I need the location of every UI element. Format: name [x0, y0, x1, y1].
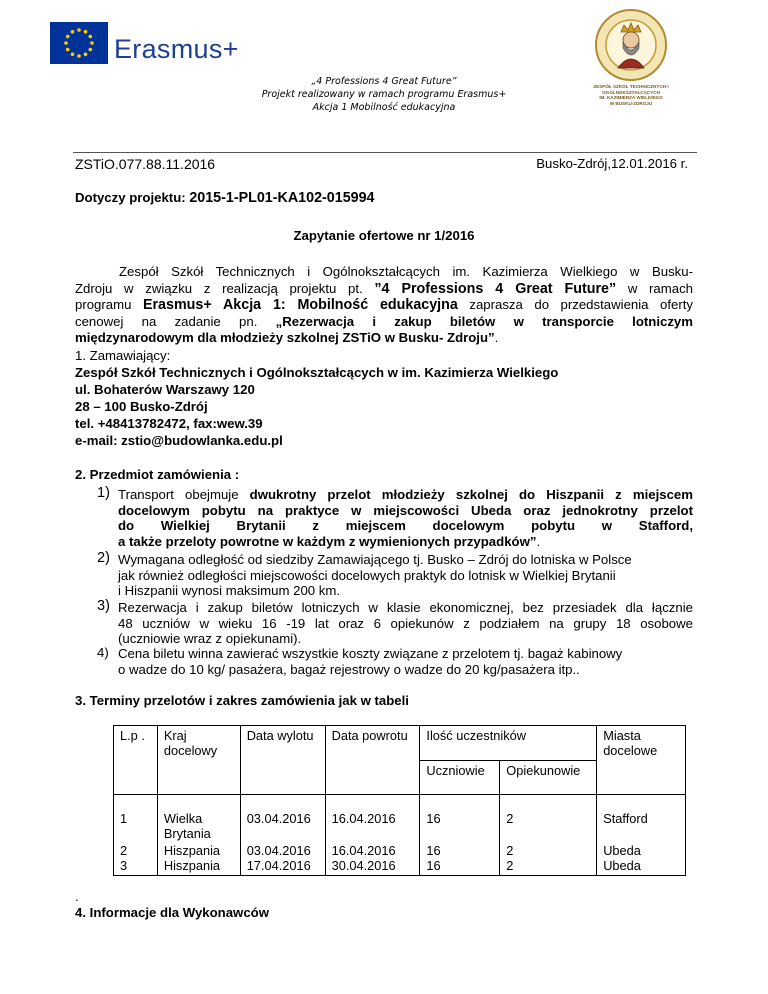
document-title: Zapytanie ofertowe nr 1/2016 — [293, 228, 475, 243]
subject-heading: 2. Przedmiot zamówienia : — [75, 467, 240, 482]
header-uczniowie: Uczniowie — [420, 761, 500, 795]
eu-flag-logo — [50, 22, 108, 64]
buyer-phone: tel. +48413782472, fax:wew.39 — [75, 416, 263, 431]
list-item — [118, 552, 693, 599]
crest-caption-line: IM. KAZIMIERZA WIELKIEGO — [599, 95, 663, 100]
cell-miasto: Ubeda — [597, 858, 686, 876]
cell-lp: 3 — [114, 858, 158, 876]
list-line: i Hiszpanii wynosi maksimum 200 km. — [118, 583, 341, 599]
cell-miasto: Ubeda — [597, 843, 686, 858]
list-number: 4) — [97, 645, 109, 660]
header-divider — [73, 152, 697, 153]
intro-line: Zespół Szkół Technicznych i Ogólnokształcących im. Kazimierza Wielkiego w Busku- — [119, 264, 693, 279]
buyer-street: ul. Bohaterów Warszawy 120 — [75, 382, 255, 397]
subtitle-line: „4 Professions 4 Great Future” — [311, 76, 457, 87]
list-line: do Wielkiej Brytanii z miejscem docelowym pobytu w Stafford, — [118, 518, 693, 534]
cell-miasto: Stafford — [597, 795, 686, 844]
cell-opiekunowie: 2 — [500, 795, 597, 844]
list-line: docelowym pobytu na praktyce w miejscowości Ubeda oraz jednokrotny przelot — [118, 502, 693, 518]
buyer-heading: 1. Zamawiający: — [75, 348, 171, 363]
table-row — [114, 858, 686, 876]
cell-powrot: 16.04.2016 — [325, 843, 420, 858]
project-number: 2015-1-PL01-KA102-015994 — [189, 190, 375, 206]
cell-kraj: Wielka Brytania — [157, 795, 240, 844]
list-line: Rezerwacja i zakup biletów lotniczych w klasie ekonomicznej, bez przesiadek dla łącznie — [118, 600, 693, 615]
cell-opiekunowie: 2 — [500, 858, 597, 876]
list-line: o wadze do 10 kg/ pasażera, bagaż rejestrowy o wadze do 20 kg/pasażera itp.. — [118, 661, 580, 677]
intro-text: cenowej na zadanie pn. — [75, 313, 276, 329]
flights-table — [113, 725, 686, 876]
cell-lp: 1 — [114, 795, 158, 844]
reference-number: ZSTiO.077.88.11.2016 — [75, 156, 216, 172]
list-line: 48 uczniów w wieku 16 -19 lat oraz 6 opiekunów z podziałem na grupy 18 osobowe — [118, 615, 693, 631]
list-text-bold: a także przeloty powrotne w każdym z wymienionych przypadków” — [118, 534, 537, 550]
header-kraj: Kraj docelowy — [157, 726, 240, 795]
list-text-bold: dwukrotny przelot młodzieży szkolnej do Hiszpanii z miejscem — [249, 487, 693, 502]
table-header-row — [114, 726, 686, 761]
school-crest-logo — [594, 8, 668, 82]
cell-kraj: Hiszpania — [157, 843, 240, 858]
list-number: 1) — [97, 485, 110, 501]
list-line: Cena biletu winna zawierać wszystkie koszty związane z przelotem tj. bagaż kabinowy — [118, 646, 623, 661]
intro-line — [75, 330, 693, 347]
header-ilosc: Ilość uczestników — [420, 726, 597, 761]
cell-kraj: Hiszpania — [157, 858, 240, 876]
project-label: Dotyczy projektu: — [75, 190, 190, 205]
subtitle-line: Akcja 1 Mobilność edukacyjna — [312, 102, 456, 113]
buyer-city: 28 – 100 Busko-Zdrój — [75, 399, 208, 414]
list-line: (uczniowie wraz z opiekunami). — [118, 631, 302, 647]
cell-wylot: 17.04.2016 — [240, 858, 325, 876]
cell-uczniowie: 16 — [420, 843, 500, 858]
list-text: Transport obejmuje — [118, 487, 250, 502]
list-line: Wymagana odległość od siedziby Zamawiającego tj. Busko – Zdrój do lotniska w Polsce — [118, 552, 632, 567]
header-data-powrotu: Data powrotu — [325, 726, 420, 795]
cell-wylot: 03.04.2016 — [240, 843, 325, 858]
cell-opiekunowie: 2 — [500, 843, 597, 858]
header-lp: L.p . — [114, 726, 158, 795]
task-name-cont: międzynarodowym dla młodzieży szkolnej ZSTiO w Busku- Zdroju” — [75, 330, 495, 345]
crest-caption-line: W BUSKU-ZDROJU — [609, 100, 653, 106]
list-number: 3) — [97, 598, 110, 614]
cell-powrot: 16.04.2016 — [325, 795, 420, 844]
buyer-section — [75, 347, 693, 449]
intro-text: zaprasza do przedstawienia oferty — [457, 297, 693, 312]
list-line — [118, 487, 693, 503]
intro-text: programu — [75, 297, 143, 312]
intro-text: . — [494, 330, 499, 345]
cell-lp: 2 — [114, 843, 158, 858]
intro-paragraph — [75, 264, 693, 347]
program-name: Erasmus+ Akcja 1: Mobilność edukacyjna — [142, 297, 458, 313]
cell-powrot: 30.04.2016 — [325, 858, 420, 876]
intro-line — [75, 314, 693, 331]
intro-text: w ramach — [616, 280, 693, 296]
list-item — [118, 487, 693, 550]
project-subtitle — [0, 75, 768, 114]
project-line — [75, 190, 375, 206]
buyer-email: e-mail: zstio@budowlanka.edu.pl — [75, 433, 283, 448]
subtitle-line: Projekt realizowany w ramach programu Erasmus+ — [261, 89, 507, 100]
terms-heading: 3. Terminy przelotów i zakres zamówienia jak w tabeli — [75, 693, 409, 708]
king-crest-icon — [594, 8, 668, 82]
list-number: 2) — [97, 550, 110, 566]
list-text: . — [536, 534, 541, 550]
list-line — [118, 534, 693, 550]
cell-uczniowie: 16 — [420, 795, 500, 844]
cell-wylot: 03.04.2016 — [240, 795, 325, 844]
intro-line — [75, 297, 693, 314]
place-date: Busko-Zdrój,12.01.2016 r. — [536, 156, 688, 171]
project-name: ”4 Professions 4 Great Future” — [374, 280, 617, 297]
intro-line — [75, 281, 693, 298]
header-opiekunowie: Opiekunowie — [500, 761, 597, 795]
list-line: jak również odległości miejscowości docelowych praktyk do lotnisk w Wielkiej Brytanii — [118, 567, 616, 583]
erasmus-logo-text: Erasmus+ — [114, 34, 239, 64]
cell-uczniowie: 16 — [420, 858, 500, 876]
list-item — [118, 600, 693, 647]
table-row — [114, 795, 686, 844]
list-item — [118, 646, 693, 677]
crest-caption-line: ZESPÓŁ SZKÓŁ TECHNICZNYCH I OGÓLNOKSZTAŁCĄCYCH — [593, 84, 669, 95]
eu-stars-icon — [50, 22, 108, 64]
header-data-wylotu: Data wylotu — [240, 726, 325, 795]
table-row — [114, 843, 686, 858]
intro-text: Zdroju w związku z realizacją projektu pt. — [75, 280, 375, 296]
task-name: „Rezerwacja i zakup biletów w transporcie lotniczym — [275, 313, 693, 329]
buyer-name: Zespół Szkół Technicznych i Ogólnokształcących w im. Kazimierza Wielkiego — [75, 365, 559, 380]
stray-dot: . — [75, 889, 79, 904]
header-miasta: Miasta docelowe — [597, 726, 686, 795]
section-4-heading: 4. Informacje dla Wykonawców — [75, 905, 269, 920]
